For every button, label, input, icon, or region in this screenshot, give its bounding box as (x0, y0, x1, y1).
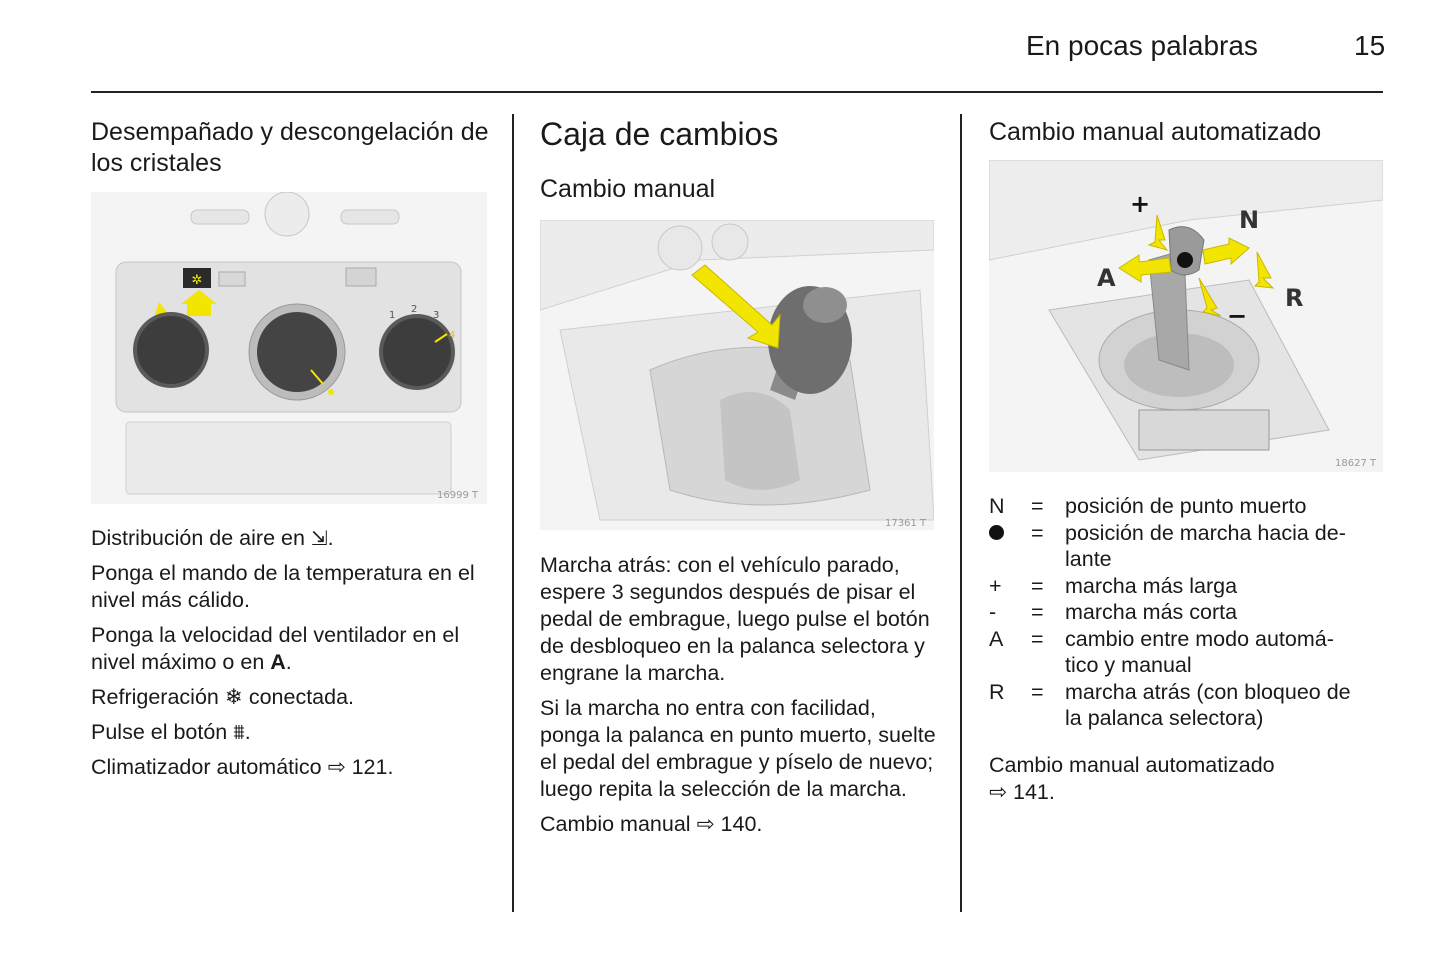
forward-dot-icon (989, 520, 1031, 573)
minus-label: − (1227, 302, 1248, 330)
text: Pulse el botón (91, 720, 234, 744)
header-rule (91, 91, 1383, 93)
para-reverse: Marcha atrás: con el vehículo parado, espere 3 segundos después de pisar el pedal de embrague, luego pulse el botón de desbloqueo en la palanca selectora y engrane la marcha. (540, 553, 930, 685)
a-label: A (1097, 264, 1116, 292)
image-code: 18627 T (1335, 458, 1377, 469)
text: 141. (1007, 780, 1055, 804)
para-defrost-button (91, 719, 491, 746)
image-code: 17361 T (885, 518, 927, 529)
legend-key: + (989, 573, 1002, 598)
legend-row-forward (989, 520, 1389, 573)
text: 121. (345, 755, 394, 779)
text: Ponga el mando de la temperatura en el nivel más cálido. (91, 561, 475, 612)
legend-eq: = (1031, 520, 1044, 545)
legend-desc: cambio entre modo automá- tico y manual (1065, 626, 1334, 677)
text: Distribución de aire en (91, 526, 311, 550)
airflow-windscreen-icon: ⇲ (310, 526, 328, 550)
svg-text:3: 3 (433, 310, 440, 321)
rear-defrost-icon: ⩩ (233, 720, 245, 745)
legend-desc: posición de punto muerto (1065, 494, 1307, 518)
page-number: 15 (1354, 30, 1386, 61)
shift-positions-legend (989, 493, 1389, 732)
legend-eq: = (1031, 573, 1044, 598)
climate-control-illustration (91, 192, 487, 504)
para-cooling (91, 684, 491, 711)
section-heading-defog: Desempañado y descongelación de los cristales (91, 118, 489, 177)
snowflake-icon: ❄ (224, 685, 243, 710)
ref-arrow-icon: ⇨ (327, 755, 346, 780)
image-code: 16999 T (437, 490, 479, 501)
legend-desc: marcha más larga (1065, 573, 1238, 598)
text: Ponga la velocidad del ventilador en el nivel máximo o en (91, 623, 460, 674)
legend-key: A (989, 626, 1004, 651)
legend-row-r (989, 679, 1389, 732)
text: Refrigeración (91, 685, 225, 709)
manual-gearbox-instructions (540, 552, 940, 846)
para-air-distribution (91, 525, 491, 552)
text: Cambio manual (540, 812, 697, 836)
section-heading-gearbox: Caja de cambios (540, 116, 779, 152)
column-divider-2 (960, 114, 962, 912)
svg-text:✲: ✲ (191, 273, 203, 288)
automated-shifter-illustration (989, 160, 1383, 472)
ref-line (989, 779, 1389, 806)
ref-arrow-icon: ⇨ (696, 812, 715, 837)
legend-key: - (989, 600, 997, 624)
fan-auto-label: A (270, 650, 286, 674)
subheading-manual: Cambio manual (540, 175, 716, 203)
column-divider-1 (512, 114, 514, 912)
legend-eq: = (1031, 494, 1044, 518)
text: Climatizador automático (91, 755, 328, 779)
r-label: R (1285, 284, 1304, 312)
legend-eq: = (1031, 679, 1044, 704)
legend-desc: marcha atrás (con bloqueo de la palanca selectora) (1065, 679, 1351, 730)
para-gear-difficult: Si la marcha no entra con facilidad, ponga la palanca en punto muerto, suelte el pedal del embrague y píselo de nuevo; luego repita la selección de la marcha. (540, 696, 936, 801)
climate-control-drawing (91, 192, 487, 504)
para-fan-speed (91, 622, 491, 676)
plus-label: + (1130, 190, 1151, 218)
legend-eq: = (1031, 600, 1044, 624)
section-heading-automated-manual: Cambio manual automatizado (989, 118, 1322, 146)
legend-eq: = (1031, 626, 1044, 651)
svg-text:4: 4 (449, 330, 456, 341)
legend-key: N (989, 494, 1005, 518)
legend-row-plus (989, 573, 1389, 600)
legend-row-a (989, 626, 1389, 679)
text: . (327, 526, 334, 550)
para-auto-climate-ref (91, 754, 491, 781)
ref-text: Cambio manual automatizado (989, 753, 1275, 777)
text: 140. (714, 812, 763, 836)
legend-desc: posición de marcha hacia de- lante (1065, 520, 1346, 571)
n-label: N (1239, 206, 1260, 234)
legend-row-minus (989, 599, 1389, 626)
manual-shifter-illustration (540, 220, 934, 530)
running-header-title: En pocas palabras (1026, 30, 1258, 61)
text: . (244, 720, 251, 744)
legend-key: R (989, 679, 1005, 704)
legend-row-n (989, 493, 1389, 520)
manual-shifter-drawing (540, 220, 934, 530)
text: . (285, 650, 292, 674)
automated-manual-ref (989, 752, 1389, 806)
automated-shifter-drawing (989, 160, 1383, 472)
para-manual-ref (540, 811, 940, 838)
defog-instructions (91, 525, 491, 789)
text: conectada. (242, 685, 355, 709)
svg-text:1: 1 (389, 310, 396, 321)
para-temperature (91, 560, 491, 614)
svg-text:2: 2 (411, 304, 418, 315)
legend-desc: marcha más corta (1065, 600, 1238, 624)
ref-arrow-icon: ⇨ (989, 780, 1008, 805)
